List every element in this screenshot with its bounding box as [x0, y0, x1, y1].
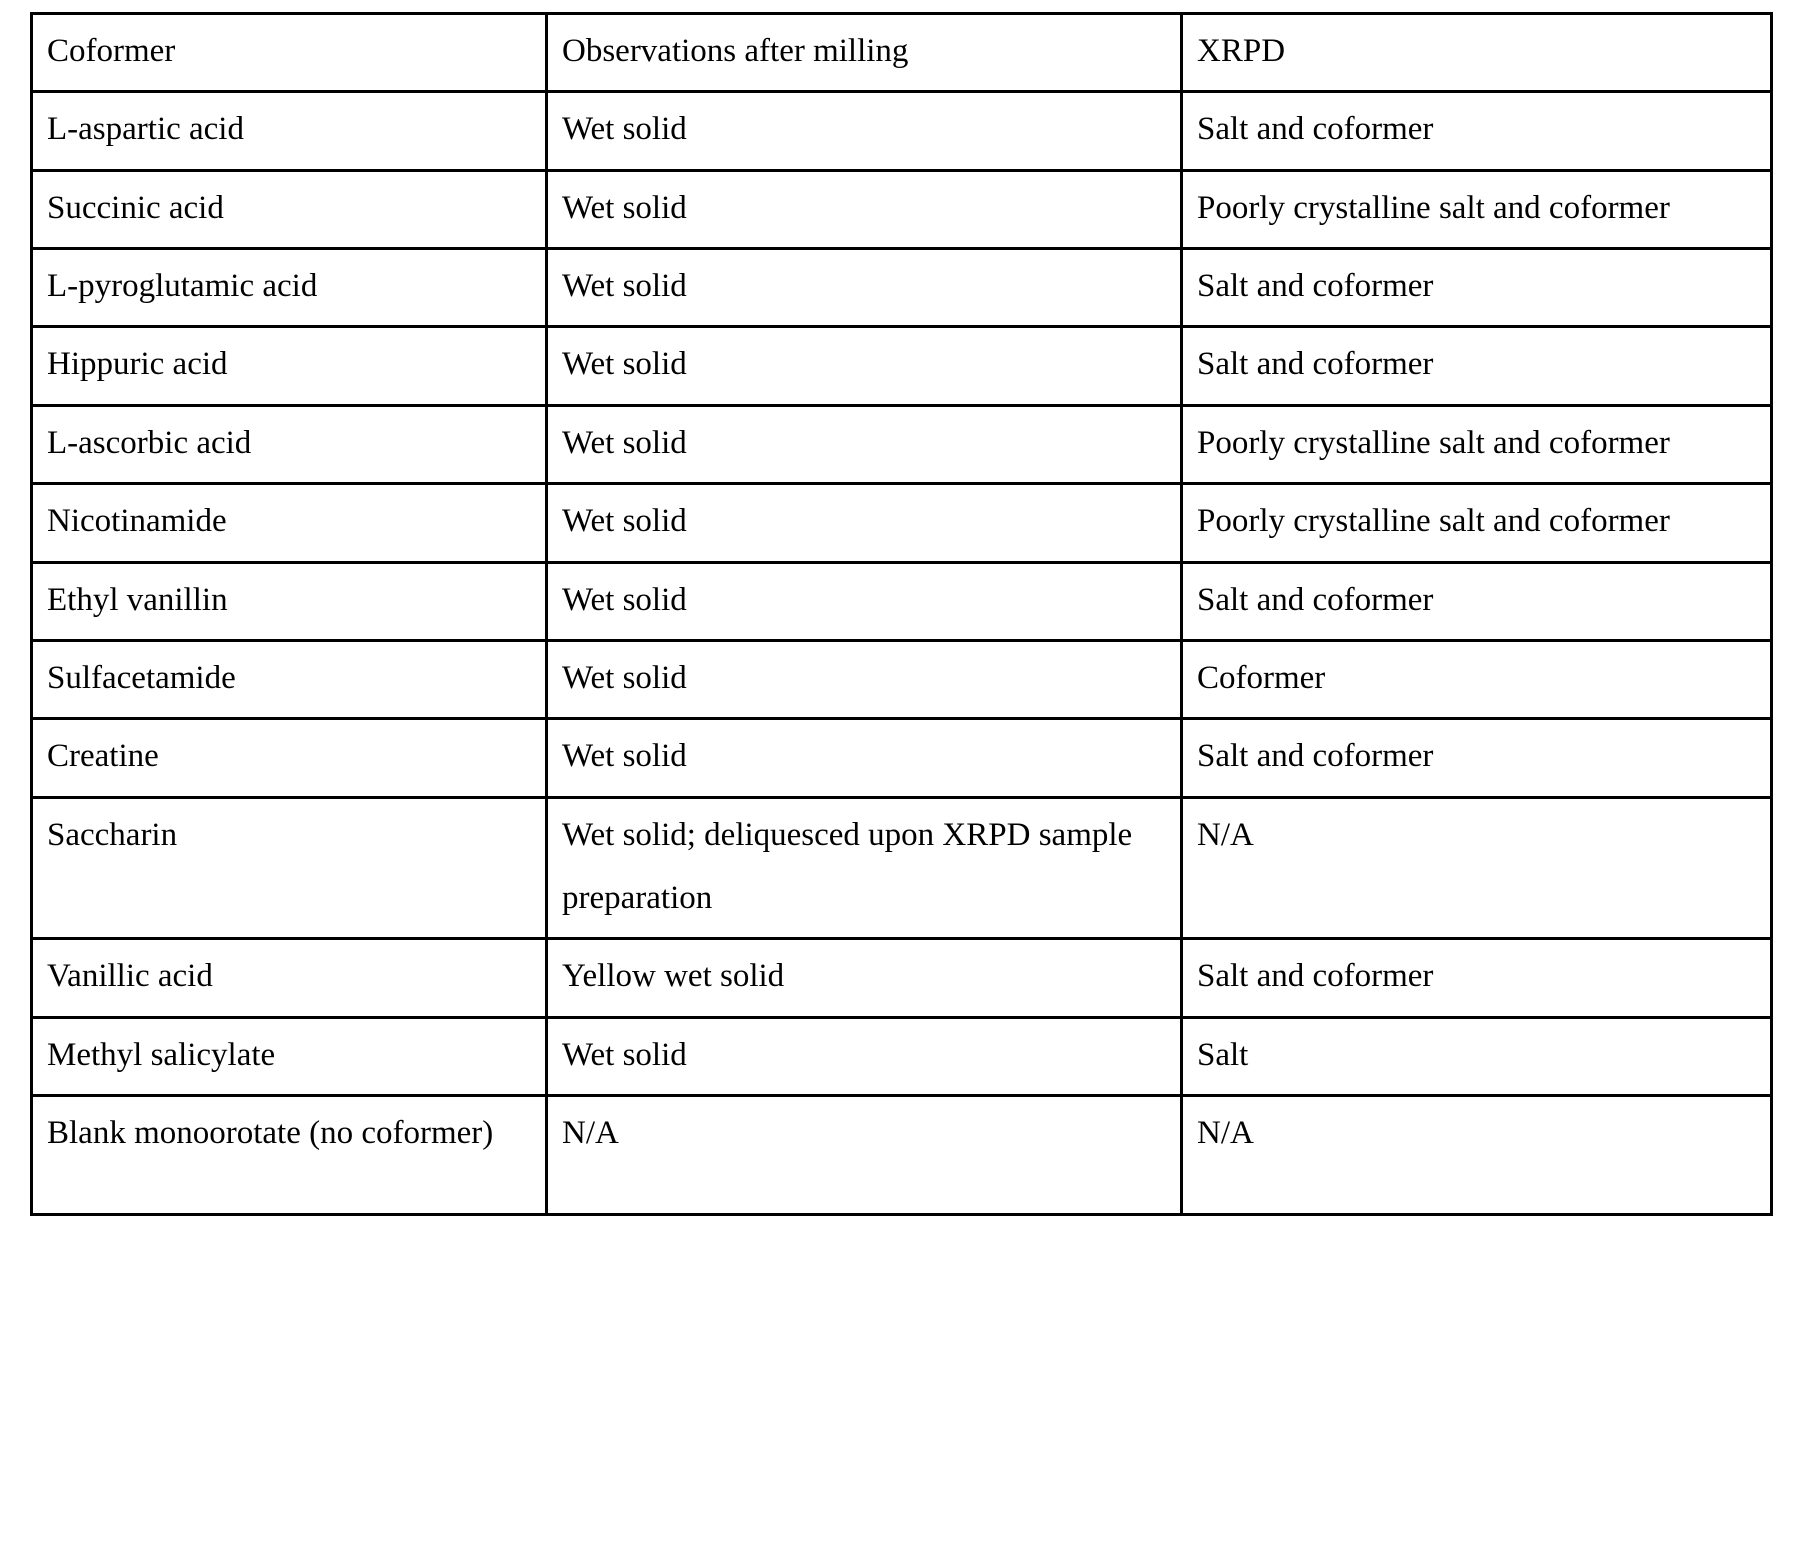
table-cell: Coformer	[1182, 640, 1772, 718]
table-cell: Salt and coformer	[1182, 92, 1772, 170]
table-row	[32, 797, 1772, 939]
table-row	[32, 640, 1772, 718]
table-row	[32, 719, 1772, 797]
table-cell: L-pyroglutamic acid	[32, 249, 547, 327]
table-cell: Wet solid	[547, 719, 1182, 797]
table-row	[32, 939, 1772, 1017]
table-cell: N/A	[1182, 1096, 1772, 1215]
table-cell: Nicotinamide	[32, 484, 547, 562]
coformer-results-table	[30, 12, 1773, 1216]
table-row	[32, 249, 1772, 327]
table-cell: N/A	[1182, 797, 1772, 939]
table-cell: Wet solid	[547, 640, 1182, 718]
table-cell: Poorly crystalline salt and coformer	[1182, 405, 1772, 483]
table-cell: Creatine	[32, 719, 547, 797]
table-row	[32, 1017, 1772, 1095]
table-row	[32, 92, 1772, 170]
table-cell: Salt and coformer	[1182, 939, 1772, 1017]
table-body	[32, 92, 1772, 1215]
table-cell: Poorly crystalline salt and coformer	[1182, 484, 1772, 562]
header-cell-coformer: Coformer	[32, 14, 547, 92]
table-cell: Salt and coformer	[1182, 562, 1772, 640]
table-cell: Vanillic acid	[32, 939, 547, 1017]
table-cell: Salt and coformer	[1182, 327, 1772, 405]
table-row	[32, 484, 1772, 562]
table-cell: Yellow wet solid	[547, 939, 1182, 1017]
table-cell: Wet solid	[547, 249, 1182, 327]
table-row	[32, 170, 1772, 248]
table-cell: Wet solid; deliquesced upon XRPD sample preparation	[547, 797, 1182, 939]
table-cell: Wet solid	[547, 327, 1182, 405]
table-cell: L-ascorbic acid	[32, 405, 547, 483]
table-row	[32, 562, 1772, 640]
table-row	[32, 405, 1772, 483]
table-cell: L-aspartic acid	[32, 92, 547, 170]
header-cell-xrpd: XRPD	[1182, 14, 1772, 92]
table-cell: Salt and coformer	[1182, 249, 1772, 327]
table-cell: Blank monoorotate (no coformer)	[32, 1096, 547, 1215]
table-row	[32, 327, 1772, 405]
table-cell: Wet solid	[547, 562, 1182, 640]
table-cell: Salt and coformer	[1182, 719, 1772, 797]
table-cell: Ethyl vanillin	[32, 562, 547, 640]
table-cell: Methyl salicylate	[32, 1017, 547, 1095]
table-cell: Salt	[1182, 1017, 1772, 1095]
table-header-row	[32, 14, 1772, 92]
table-cell: Saccharin	[32, 797, 547, 939]
table-cell: Wet solid	[547, 484, 1182, 562]
table-cell: Wet solid	[547, 405, 1182, 483]
table-cell: N/A	[547, 1096, 1182, 1215]
table-cell: Wet solid	[547, 1017, 1182, 1095]
table-cell: Wet solid	[547, 170, 1182, 248]
table-row	[32, 1096, 1772, 1215]
table-cell: Wet solid	[547, 92, 1182, 170]
table-cell: Poorly crystalline salt and coformer	[1182, 170, 1772, 248]
header-cell-observations: Observations after milling	[547, 14, 1182, 92]
table-cell: Hippuric acid	[32, 327, 547, 405]
table-cell: Sulfacetamide	[32, 640, 547, 718]
table-cell: Succinic acid	[32, 170, 547, 248]
